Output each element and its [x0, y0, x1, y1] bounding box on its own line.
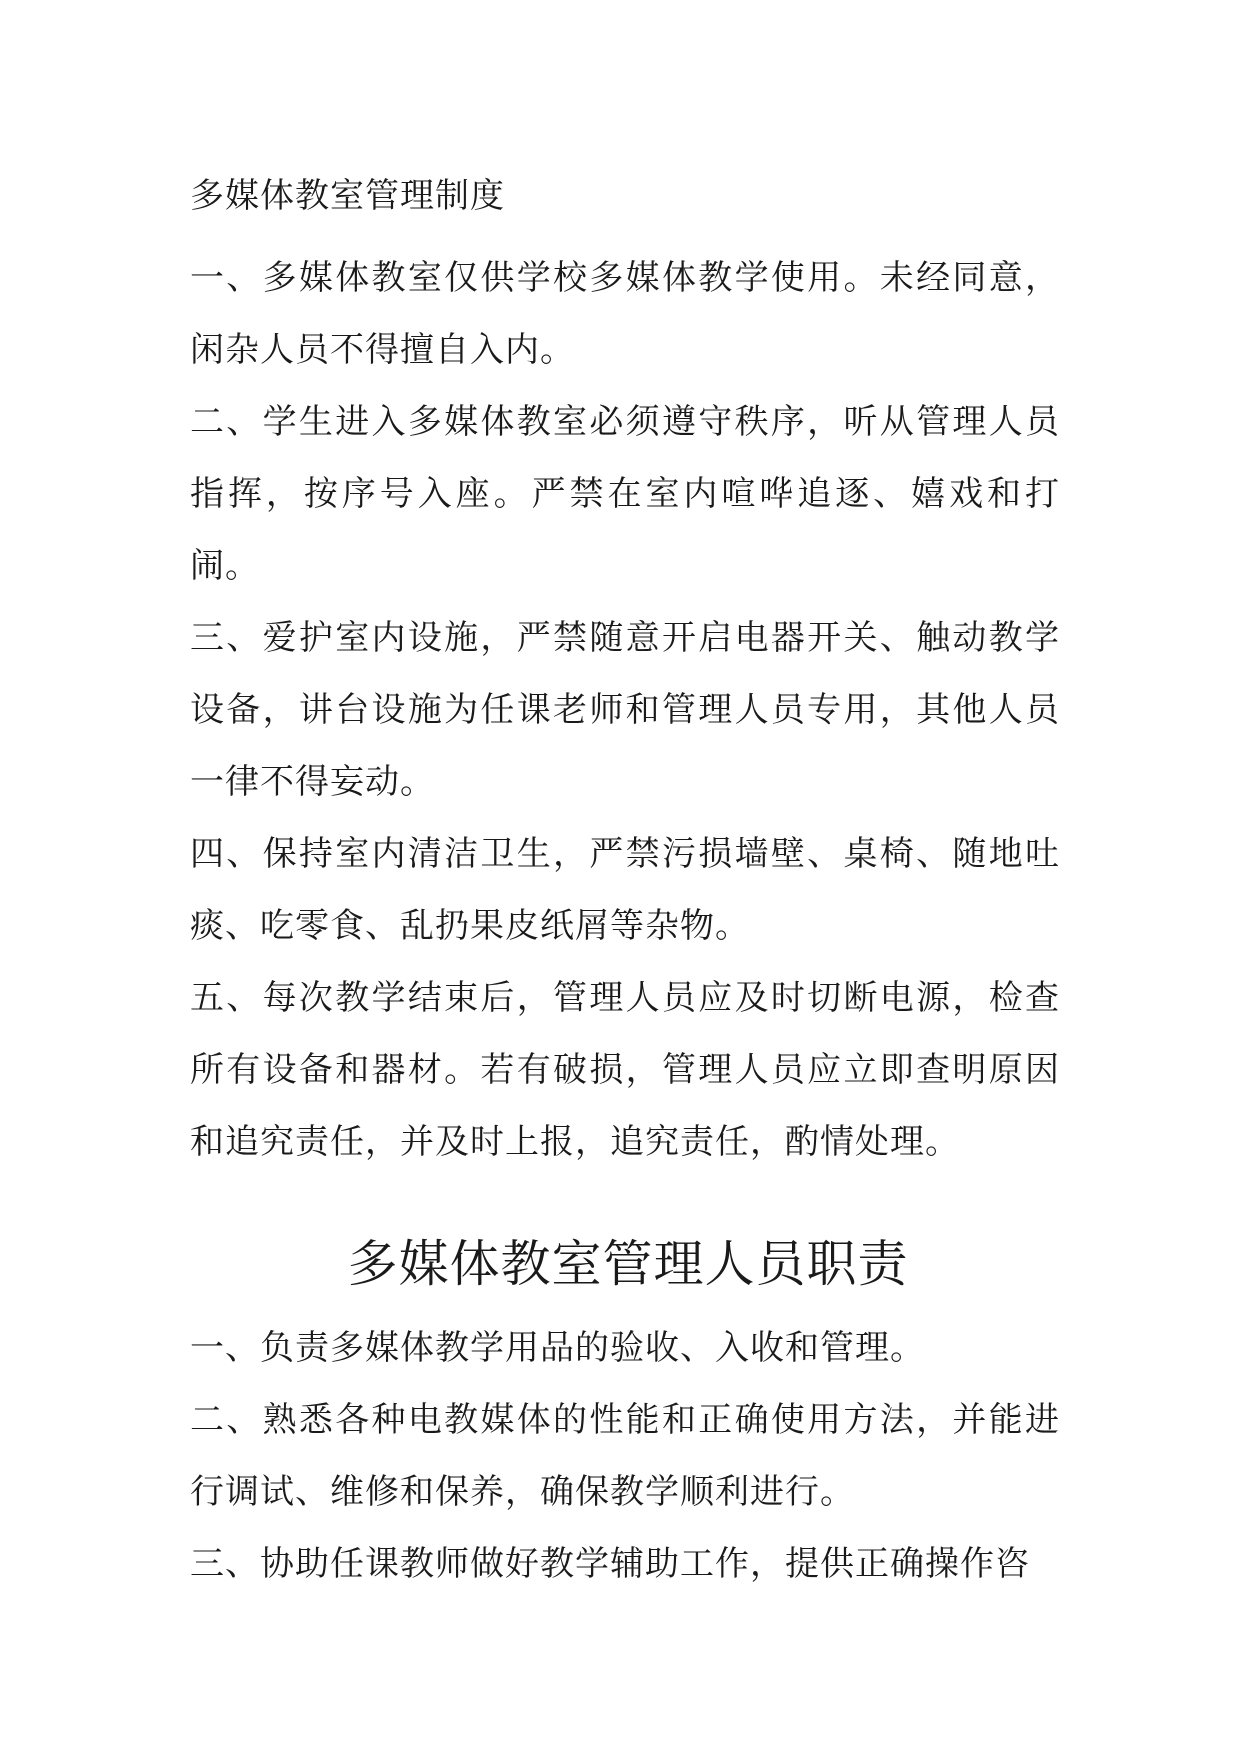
duties-item-2: 二、熟悉各种电教媒体的性能和正确使用方法，并能进行调试、维修和保养，确保教学顺利进行。 — [190, 1400, 1060, 1512]
duties-item-1: 一、负责多媒体教学用品的验收、入收和管理。 — [190, 1328, 925, 1368]
rules-item-4: 四、保持室内清洁卫生，严禁污损墙壁、桌椅、随地吐痰、吃零食、乱扔果皮纸屑等杂物。 — [190, 834, 1060, 946]
duties-heading: 多媒体教室管理人员职责 — [347, 1235, 909, 1293]
duties-item-3: 三、协助任课教师做好教学辅助工作，提供正确操作咨 — [190, 1544, 1030, 1584]
rules-item-3: 三、爱护室内设施，严禁随意开启电器开关、触动教学设备，讲台设施为任课老师和管理人员专用，其他人员一律不得妄动。 — [190, 618, 1060, 802]
page-content — [190, 160, 1060, 1600]
rules-item-2: 二、学生进入多媒体教室必须遵守秩序，听从管理人员指挥，按序号入座。严禁在室内喧哗追逐、嬉戏和打闹。 — [190, 402, 1060, 586]
rules-title: 多媒体教室管理制度 — [190, 176, 505, 216]
rules-item-5: 五、每次教学结束后，管理人员应及时切断电源，检查所有设备和器材。若有破损，管理人员应立即查明原因和追究责任，并及时上报，追究责任，酌情处理。 — [190, 978, 1060, 1162]
rules-item-1: 一、多媒体教室仅供学校多媒体教学使用。未经同意，闲杂人员不得擅自入内。 — [190, 258, 1060, 370]
